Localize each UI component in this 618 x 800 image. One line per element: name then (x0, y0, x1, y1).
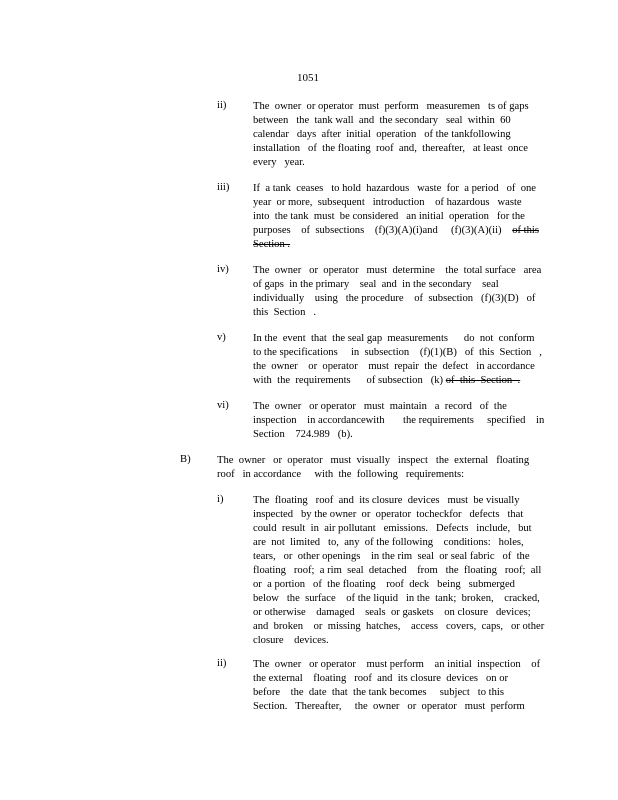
text-line: Section. Thereafter, the owner or operator must perform (253, 701, 525, 712)
text-line: or otherwise damaged seals or gaskets on closure devices; (253, 607, 531, 618)
text-line: inspected by the owner or operator tocheckfor defects that (253, 509, 524, 520)
text-line: The owner or operator must determine the total surface area (253, 265, 542, 276)
page-number: 1051 (297, 72, 319, 84)
text-segment: with the requirements of subsection (k) (253, 375, 444, 386)
text-line: the external floating roof and its closure devices on or (253, 673, 509, 684)
text-line: below the surface of the liquid in the tank; broken, cracked, (253, 593, 540, 604)
struck-text: Section . (253, 239, 291, 250)
item-label: B) (180, 454, 191, 465)
struck-text: of this (512, 225, 539, 236)
text-line (253, 224, 539, 238)
text-line: or a portion of the floating roof deck being submerged (253, 579, 515, 590)
text-line: could result in air pollutant emissions. Defects include, but (253, 523, 532, 534)
text-line: floating roof; a rim seal detached from the floating roof; all (253, 565, 542, 576)
item-label: iii) (217, 182, 230, 193)
text-line: tears, or other openings in the rim seal or seal fabric of the (253, 551, 530, 562)
text-line: The owner or operator must maintain a record of the (253, 401, 507, 412)
text-line: of gaps in the primary seal and in the secondary seal (253, 279, 499, 290)
text-line: before the date that the tank becomes subject to this (253, 687, 504, 698)
text-line: If a tank ceases to hold hazardous waste for a period of one (253, 183, 536, 194)
item-label: ii) (217, 100, 227, 111)
text-line: Section 724.989 (b). (253, 429, 353, 440)
text-line: inspection in accordancewith the requirements specified in (253, 415, 545, 426)
text-line: The owner or operator must visually inspect the external floating (217, 455, 530, 466)
text-line: into the tank must be considered an initial operation for the (253, 211, 525, 222)
text-line: installation of the floating roof and, thereafter, at least once (253, 143, 528, 154)
text-line: The owner or operator must perform measuremen ts of gaps (253, 101, 529, 112)
text-line: In the event that the seal gap measurements do not conform (253, 333, 535, 344)
text-line: between the tank wall and the secondary seal within 60 (253, 115, 511, 126)
text-line: individually using the procedure of subsection (f)(3)(D) of (253, 293, 536, 304)
text-line: roof in accordance with the following requirements: (217, 469, 465, 480)
text-line: are not limited to, any of the following conditions: holes, (253, 537, 524, 548)
item-label: ii) (217, 658, 227, 669)
struck-text: of this Section . (445, 375, 521, 386)
text-line: the owner or operator must repair the defect in accordance (253, 361, 535, 372)
text-segment: purposes of subsections (f)(3)(A)(i)and (f)(3)(A)(ii) (253, 225, 502, 236)
item-label: i) (217, 494, 224, 505)
text-line: closure devices. (253, 635, 329, 646)
item-label: iv) (217, 264, 229, 275)
text-line: every year. (253, 157, 305, 168)
text-line: The floating roof and its closure devices must be visually (253, 495, 520, 506)
text-line: year or more, subsequent introduction of hazardous waste (253, 197, 522, 208)
text-line (253, 374, 520, 388)
item-label: v) (217, 332, 226, 343)
text-line: to the specifications in subsection (f)(1)(B) of this Section , (253, 347, 542, 358)
item-label: vi) (217, 400, 229, 411)
text-line: and broken or missing hatches, access covers, caps, or other (253, 621, 545, 632)
text-line: calendar days after initial operation of the tankfollowing (253, 129, 511, 140)
text-line: The owner or operator must perform an initial inspection of (253, 659, 541, 670)
text-line: this Section . (253, 307, 316, 318)
